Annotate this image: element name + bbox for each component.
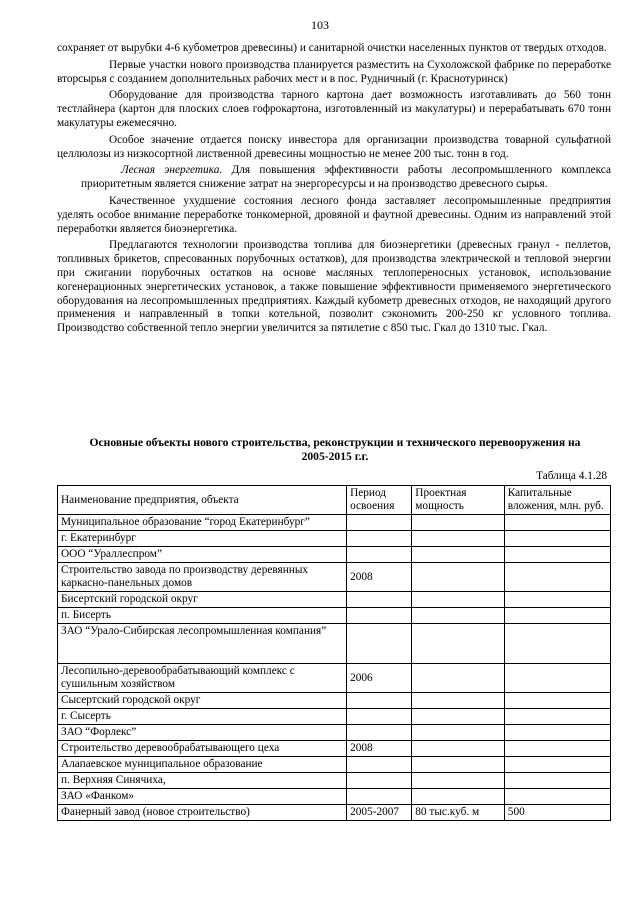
table-cell [412, 693, 505, 709]
table-cell: п. Верхняя Синячиха, [58, 773, 347, 789]
table-row [58, 693, 611, 709]
paragraph: Первые участки нового производства планируется разместить на Сухоложской фабрике по переработке вторсырья с созданием дополнительных рабочих мест и в пос. Рудничный (г. Краснотуринск) [57, 58, 611, 85]
table-row [58, 531, 611, 547]
table-cell [347, 693, 412, 709]
table-cell [412, 592, 505, 608]
table-cell [504, 547, 610, 563]
table-row [58, 789, 611, 805]
table-row [58, 757, 611, 773]
table-cell [504, 741, 610, 757]
table-cell [504, 789, 610, 805]
table-cell [412, 773, 505, 789]
table-cell [412, 741, 505, 757]
table-cell [412, 563, 505, 592]
paragraph: сохраняет от вырубки 4-6 кубометров древесины) и санитарной очистки населенных пунктов от твердых отходов. [57, 42, 607, 54]
table-cell [347, 773, 412, 789]
table-cell [347, 757, 412, 773]
table-cell [347, 624, 412, 664]
table-cell [504, 725, 610, 741]
table-cell [504, 664, 610, 693]
objects-table [57, 485, 611, 821]
table-cell: г. Екатеринбург [58, 531, 347, 547]
table-cell [504, 531, 610, 547]
header-cell-period: Период освоения [347, 486, 412, 515]
table-cell: п. Бисерть [58, 608, 347, 624]
table-cell [412, 547, 505, 563]
table-row [58, 624, 611, 664]
table-cell [504, 773, 610, 789]
table-row [58, 592, 611, 608]
table-row [58, 608, 611, 624]
paragraph: Оборудование для производства тарного картона дает возможность изготавливать до 560 тонн тестлайнера (картон для плоских слоев гофрокартона, изготовленный из макулатуры) и перерабатывать 670 тонн макулатуры ежемесячно. [57, 89, 611, 129]
table-cell [504, 693, 610, 709]
table-cell: Фанерный завод (новое строительство) [58, 805, 347, 821]
table-cell [504, 515, 610, 531]
table-cell: ЗАО “Форлекс” [58, 725, 347, 741]
table-cell [412, 624, 505, 664]
table-cell [412, 789, 505, 805]
table-cell: 2006 [347, 664, 412, 693]
table-row [58, 563, 611, 592]
table-cell [412, 664, 505, 693]
table-heading: Основные объекты нового строительства, реконструкции и технического перевооружения на 2005-2015 г.г. [89, 436, 581, 463]
table-row [58, 805, 611, 821]
table-cell [412, 725, 505, 741]
table-cell [504, 592, 610, 608]
table-cell: 2005-2007 [347, 805, 412, 821]
table-header-row [58, 486, 611, 515]
table-row [58, 773, 611, 789]
page-number: 103 [311, 18, 329, 32]
table-cell [504, 709, 610, 725]
table-cell: г. Сысерть [58, 709, 347, 725]
table-cell: Муниципальное образование “город Екатеринбург” [58, 515, 347, 531]
table-cell [347, 725, 412, 741]
table-cell: Строительство завода по производству деревянных каркасно-панельных домов [58, 563, 347, 592]
table-cell [347, 592, 412, 608]
table-cell: ООО “Ураллеспром” [58, 547, 347, 563]
table-cell: Лесопильно-деревообрабатывающий комплекс с сушильным хозяйством [58, 664, 347, 693]
table-cell [504, 563, 610, 592]
table-cell: 500 [504, 805, 610, 821]
paragraph: Особое значение отдается поиску инвестора для организации производства товарной сульфатной целлюлозы из низкосортной лиственной древесины мощностью не менее 200 тыс. тонн в год. [57, 133, 611, 160]
table-cell [504, 624, 610, 664]
table-cell [347, 547, 412, 563]
table-cell [347, 515, 412, 531]
header-cell-name: Наименование предприятия, объекта [58, 486, 347, 515]
table-cell [412, 608, 505, 624]
energy-text: Для повышения эффективности работы лесопромышленного комплекса приоритетным является снижение затрат на энергоресурсы и на производство древесного сырья. [81, 164, 611, 191]
table-row [58, 515, 611, 531]
table-cell: Сысертский городской округ [58, 693, 347, 709]
table-cell: 80 тыс.куб. м [412, 805, 505, 821]
table-cell [347, 709, 412, 725]
table-cell [412, 531, 505, 547]
table-row [58, 741, 611, 757]
table-row [58, 709, 611, 725]
table-row [58, 725, 611, 741]
energy-lead: Лесная энергетика. [121, 164, 223, 177]
table-cell [347, 608, 412, 624]
table-cell [347, 789, 412, 805]
table-cell [504, 608, 610, 624]
table-cell: Строительство деревообрабатывающего цеха [58, 741, 347, 757]
table-cell: ЗАО «Фанком» [58, 789, 347, 805]
table-cell: 2008 [347, 563, 412, 592]
paragraph: Качественное ухудшение состояния лесного фонда заставляет лесопромышленные предприятия уделять особое внимание переработке тонкомерной, дровяной и фаутной древесины. Одним из направлений этой переработки является биоэнергетика. [57, 194, 611, 235]
table-body [58, 515, 611, 821]
table-row [58, 547, 611, 563]
table-cell: ЗАО “Урало-Сибирская лесопромышленная компания” [58, 624, 347, 664]
table-cell: 2008 [347, 741, 412, 757]
header-cell-capacity: Проектная мощность [412, 486, 505, 515]
paragraph: Предлагаются технологии производства топлива для биоэнергетики (древесных гранул - пеллетов, топливных брикетов, спресованных порубочных остатков), для производства электрической и тепловой энергии при сжигании порубочных остатков на основе масляных теплопереносных установок, использование когенерационных энергетических установок, а также повышение эффективности применяемого энергетического оборудования на лесопромышленных предприятиях. Каждый кубометр древесных отходов, не находящий другого применения и направленный в топки котельной, позволит сэкономить 200-250 кг условного топлива. Производство собственной тепло энергии увеличится за пятилетие с 850 тыс. Гкал до 1310 тыс. Гкал. [57, 239, 611, 335]
table-cell [412, 709, 505, 725]
body-text [57, 42, 611, 336]
header-cell-investment: Капитальные вложения, млн. руб. [504, 486, 610, 515]
table-cell [347, 531, 412, 547]
table-cell [412, 515, 505, 531]
table-cell: Бисертский городской округ [58, 592, 347, 608]
table-row [58, 664, 611, 693]
table-cell [412, 757, 505, 773]
table-cell [504, 757, 610, 773]
table-caption: Таблица 4.1.28 [536, 470, 607, 482]
table-cell: Алапаевское муниципальное образование [58, 757, 347, 773]
energy-paragraph [81, 164, 611, 192]
